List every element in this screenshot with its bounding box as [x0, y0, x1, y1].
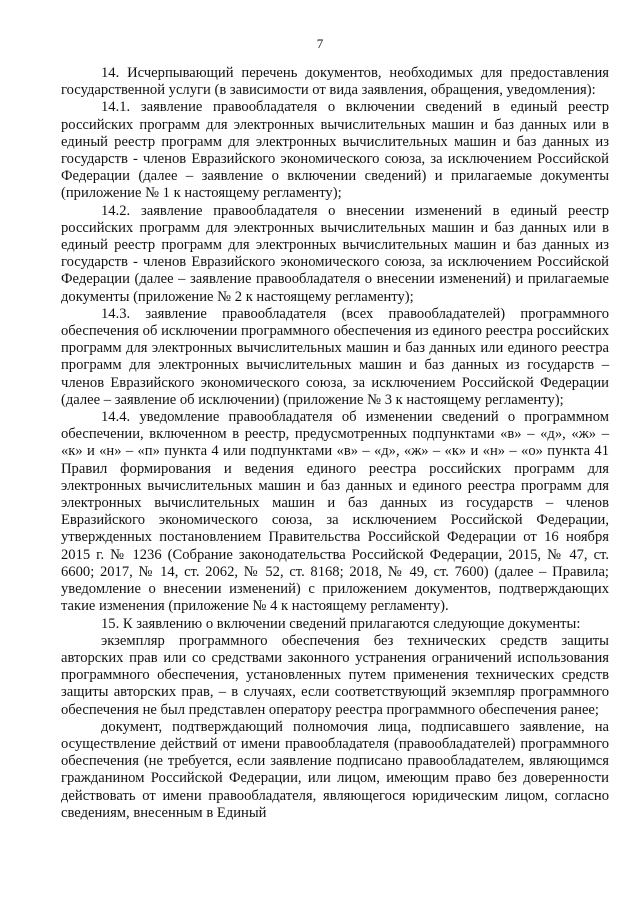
paragraph-15: 15. К заявлению о включении сведений прилагаются следующие документы:	[101, 615, 581, 632]
paragraph-14-1: 14.1. заявление правообладателя о включении сведений в единый реестр российских программ для электронных вычислительных машин и баз данных или в единый реестр программ для электронных вычислительных машин и баз данных из государств - членов Евразийского экономического союза, за исключением Российской Федерации (далее – заявление о включении сведений) и прилагаемые документы (приложение № 1 к настоящему регламенту);	[61, 99, 609, 202]
paragraph-14-3: 14.3. заявление правообладателя (всех правообладателей) программного обеспечения об исключении программного обеспечения из единого реестра российских программ для электронных вычислительных машин и баз данных или единого реестра программ для электронных вычислительных машин и баз данных из государств – членов Евразийского экономического союза, за исключением Российской Федерации (далее – заявление об исключении) (приложение № 3 к настоящему регламенту);	[61, 305, 609, 408]
paragraph-14-4: 14.4. уведомление правообладателя об изменении сведений о программном обеспечении, включенном в реестр, предусмотренных подпунктами «в» – «д», «ж» – «к» и «н» – «п» пункта 4 или подпунктами «в» – «д», «ж» – «к» и «н» – «о» пункта 41 Правил формирования и ведения единого реестра российских программ для электронных вычислительных машин и баз данных и единого реестра программ для электронных вычислительных машин и баз данных из государств – членов Евразийского экономического союза, за исключением Российской Федерации, утвержденных постановлением Правительства Российской Федерации от 16 ноября 2015 г. № 1236 (Собрание законодательства Российской Федерации, 2015, № 47, ст. 6600; 2017, № 14, ст. 2062, № 52, ст. 8168; 2018, № 49, ст. 7600) (далее – Правила; уведомление о внесении изменений) с приложением документов, подтверждающих такие изменения (приложение № 4 к настоящему регламенту).	[61, 409, 609, 615]
page-number: 7	[316, 36, 324, 51]
document-body	[61, 65, 609, 822]
paragraph-14: 14. Исчерпывающий перечень документов, необходимых для предоставления государственной услуги (в зависимости от вида заявления, обращения, уведомления):	[61, 65, 609, 99]
paragraph-software-copy: экземпляр программного обеспечения без технических средств защиты авторских прав или со средствами законного устранения ограничений использования программного обеспечения, установленных путем применения технических средств защиты авторских прав, – в случаях, если соответствующий экземпляр программного обеспечения не был представлен оператору реестра программного обеспечения ранее;	[61, 632, 609, 718]
paragraph-authority-document: документ, подтверждающий полномочия лица, подписавшего заявление, на осуществление действий от имени правообладателя (правообладателей) программного обеспечения (не требуется, если заявление подписано правообладателем, являющимся гражданином Российской Федерации, или лицом, имеющим право без доверенности действовать от имени правообладателя, являющегося юридическим лицом, согласно сведениям, внесенным в Единый	[61, 718, 609, 821]
paragraph-14-2: 14.2. заявление правообладателя о внесении изменений в единый реестр российских программ для электронных вычислительных машин и баз данных или в единый реестр программ для электронных вычислительных машин и баз данных из государств - членов Евразийского экономического союза, за исключением Российской Федерации (далее – заявление правообладателя о внесении изменений) и прилагаемые документы (приложение № 2 к настоящему регламенту);	[61, 202, 609, 305]
